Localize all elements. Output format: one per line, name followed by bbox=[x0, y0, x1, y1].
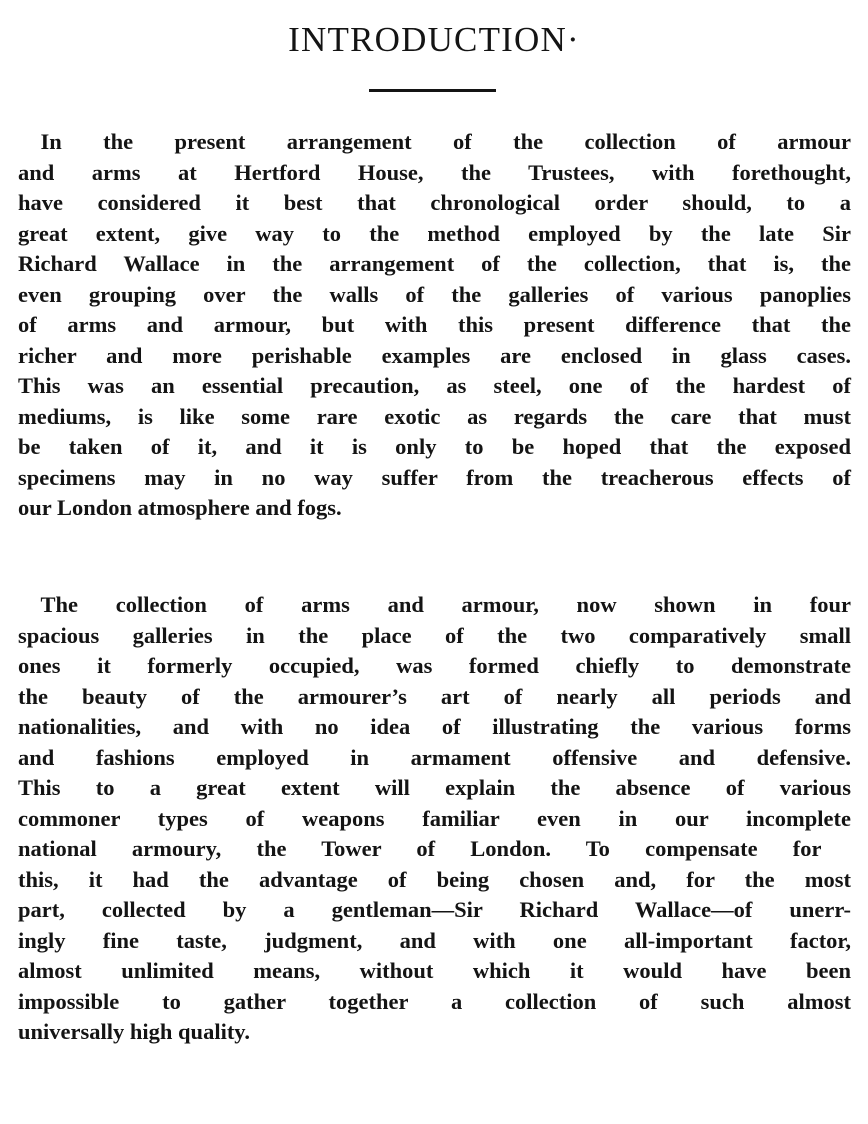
text-line: almost unlimited means, without which it would have been bbox=[18, 958, 851, 983]
text-line: In the present arrangement of the collection of armour bbox=[18, 129, 851, 154]
text-line: richer and more perishable examples are enclosed in glass cases. bbox=[18, 342, 852, 368]
text-line: ingly fine taste, judgment, and with one all-important factor, bbox=[18, 927, 851, 953]
text-line: our London atmosphere and fogs. bbox=[18, 495, 342, 520]
text-line: have considered it best that chronological order should, to a bbox=[18, 190, 851, 215]
title-rule bbox=[369, 89, 496, 92]
text-line: mediums, is like some rare exotic as regards the care that must bbox=[18, 403, 852, 429]
text-line: This was an essential precaution, as steel, one of the hardest of bbox=[18, 373, 851, 398]
text-line: The collection of arms and armour, now shown in four bbox=[18, 592, 852, 617]
text-line: Richard Wallace in the arrangement of the collection, that is, the bbox=[18, 251, 851, 276]
text-line: impossible to gather together a collection of such almost bbox=[18, 988, 851, 1014]
text-line: spacious galleries in the place of the two comparatively small bbox=[18, 622, 851, 648]
text-line: and fashions employed in armament offensive and defensive. bbox=[18, 744, 851, 770]
text-line: part, collected by a gentleman—Sir Richard Wallace—of unerr- bbox=[18, 897, 851, 922]
text-line: universally high quality. bbox=[18, 1019, 250, 1044]
text-line: great extent, give way to the method employed by the late Sir bbox=[18, 220, 851, 246]
text-line: ones it formerly occupied, was formed chiefly to demonstrate bbox=[18, 653, 852, 678]
text-line: This to a great extent will explain the absence of various bbox=[18, 775, 851, 800]
paragraph-1 bbox=[18, 127, 851, 524]
text-line: national armoury, the Tower of London. To compensate for bbox=[18, 836, 822, 861]
text-line: even grouping over the walls of the galleries of various panoplies bbox=[18, 281, 852, 307]
page-title: INTRODUCTION· bbox=[288, 20, 580, 59]
text-line: nationalities, and with no idea of illustrating the various forms bbox=[18, 714, 851, 739]
text-line: be taken of it, and it is only to be hoped that the exposed bbox=[18, 434, 851, 459]
paragraph-2 bbox=[18, 590, 851, 1048]
text-line: and arms at Hertford House, the Trustees, with forethought, bbox=[18, 159, 851, 185]
text-line: this, it had the advantage of being chosen and, for the most bbox=[18, 866, 851, 892]
text-line: the beauty of the armourer’s art of nearly all periods and bbox=[18, 683, 851, 709]
text-line: of arms and armour, but with this present difference that the bbox=[18, 312, 851, 337]
text-line: specimens may in no way suffer from the treacherous effects of bbox=[18, 464, 851, 490]
text-line: commoner types of weapons familiar even in our incomplete bbox=[18, 805, 851, 831]
